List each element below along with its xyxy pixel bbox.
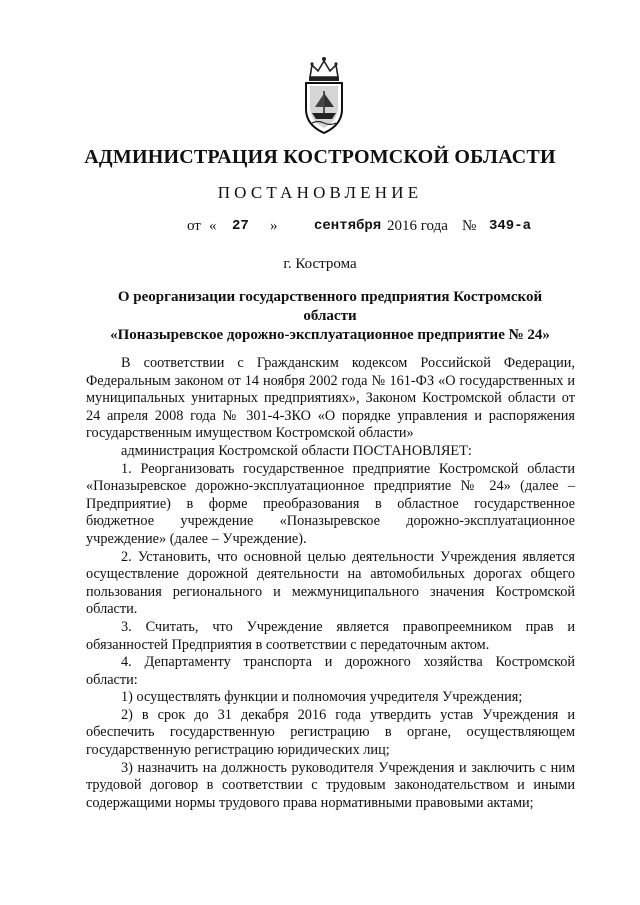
date-number-line [0, 218, 640, 240]
date-prefix: от [187, 218, 201, 234]
clause-3: 3. Считать, что Учреждение является правопреемником прав и обязанностей Предприятия в соответствии с передаточным актом. [86, 618, 575, 653]
document-subject [90, 288, 570, 345]
quote-open: « [209, 218, 217, 234]
clause-1: 1. Реорганизовать государственное предприятие Костромской области «Поназыревское дорожно-эксплуатационное предприятие № 24» (далее – Предприятие) в форме преобразования в областное государственное бюджетное учреждение «Поназыревское дорожно-эксплуатационное учреждение» (далее – Учреждение). [86, 460, 575, 547]
number-sign: № [462, 218, 477, 234]
organization-title: АДМИНИСТРАЦИЯ КОСТРОМСКОЙ ОБЛАСТИ [84, 146, 556, 168]
coat-of-arms-icon [298, 55, 350, 139]
quote-close: » [270, 218, 278, 234]
resolves-line: администрация Костромской области ПОСТАНОВЛЯЕТ: [121, 442, 472, 459]
preamble-paragraph: В соответствии с Гражданским кодексом Российской Федерации, Федеральным законом от 14 ноября 2002 года № 161-ФЗ «О государственных и муниципальных унитарных предприятиях», Законом Костромской области от 24 апреля 2008 года № 301-4-ЗКО «О порядке управления и распоряжения государственным имуществом Костромской области» [86, 355, 575, 442]
document-type: ПОСТАНОВЛЕНИЕ [217, 183, 423, 202]
date-day: 27 [232, 218, 249, 234]
clause-4-item-3: 3) назначить на должность руководителя Учреждения и заключить с ним трудовой договор в соответствии с трудовым законодательством и иными содержащими нормы трудового права нормативными правовыми актами; [86, 759, 575, 811]
date-year: 2016 года [387, 218, 448, 234]
city: г. Кострома [283, 256, 357, 272]
clause-4-item-2: 2) в срок до 31 декабря 2016 года утвердить устав Учреждения и обеспечить государственную регистрацию в органе, осуществляющем государственную регистрацию юридических лиц; [86, 706, 575, 759]
document-body [86, 355, 575, 812]
subject-line-1: О реорганизации государственного предприятия Костромской области [117, 289, 543, 324]
date-month: сентября [314, 218, 382, 234]
clause-4-item-1: 1) осуществлять функции и полномочия учредителя Учреждения; [121, 689, 523, 706]
subject-line-2: «Поназыревское дорожно-эксплуатационное предприятие № 24» [110, 327, 550, 343]
clause-4: 4. Департаменту транспорта и дорожного хозяйства Костромской области: [86, 654, 575, 688]
clause-2: 2. Установить, что основной целью деятельности Учреждения является осуществление дорожной деятельности на автомобильных дорогах общего пользования регионального и межмуниципального значения Костромской области. [86, 548, 575, 618]
document-number: 349-а [489, 218, 532, 234]
